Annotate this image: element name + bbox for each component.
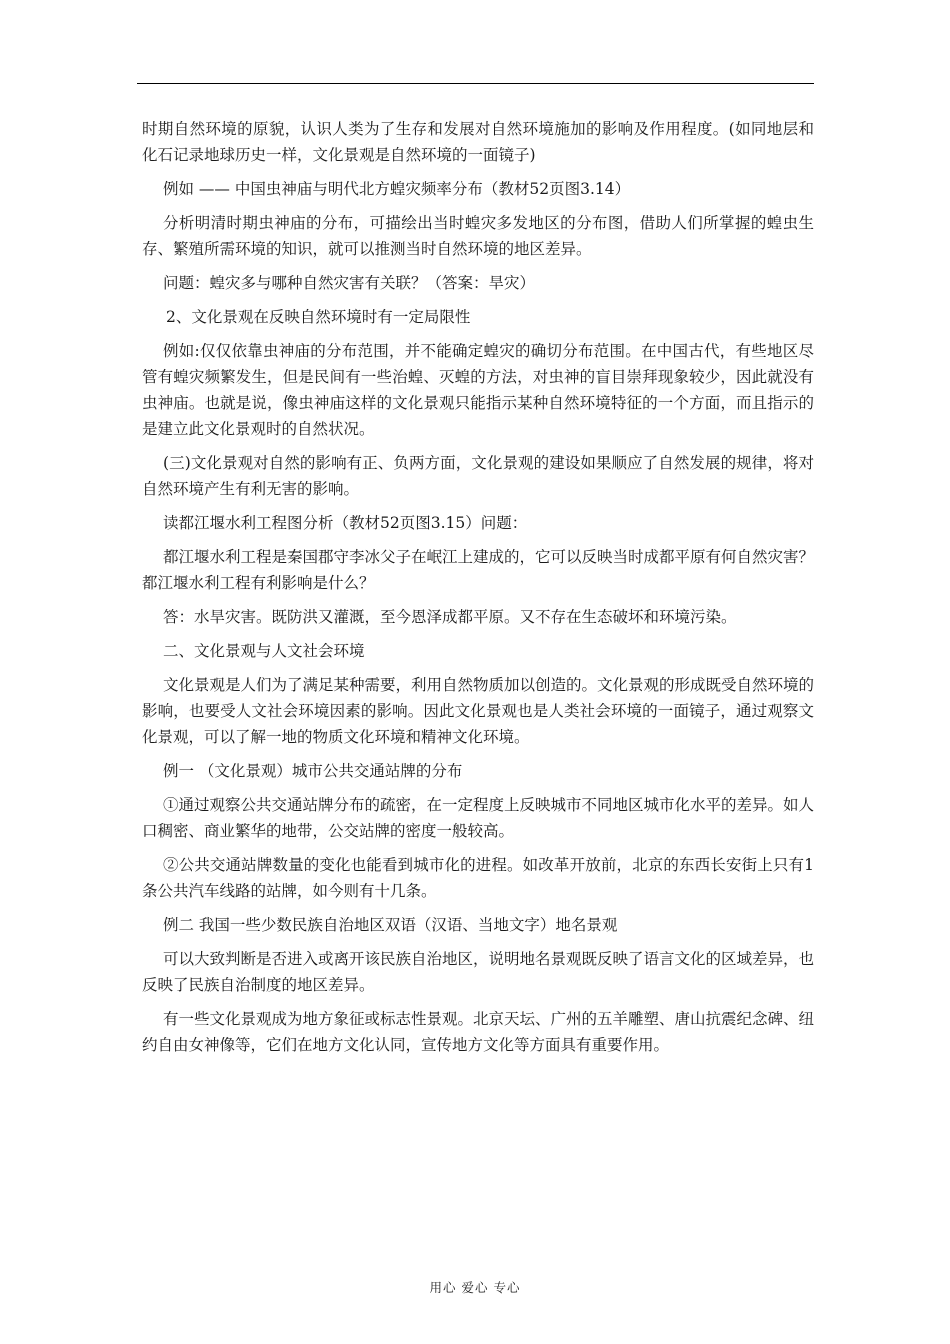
paragraph-example-bilingual-names: 例二 我国一些少数民族自治地区双语（汉语、当地文字）地名景观 <box>163 916 618 934</box>
paragraph-question-locust: 问题：蝗灾多与哪种自然灾害有关联？（答案：旱灾） <box>163 274 536 292</box>
paragraph-example-bus-stops: 例一 （文化景观）城市公共交通站牌的分布 <box>163 762 463 780</box>
header-rule <box>137 83 814 84</box>
paragraph-bus-stop-change: ②公共交通站牌数量的变化也能看到城市化的进程。如改革开放前，北京的东西长安街上只有1条公共汽车线路的站牌，如今则有十几条。 <box>142 856 814 900</box>
paragraph-bus-stop-density: ①通过观察公共交通站牌分布的疏密，在一定程度上反映城市不同地区城市化水平的差异。如人口稠密、商业繁华的地带，公交站牌的密度一般较高。 <box>142 796 815 840</box>
page-footer: 用心 爱心 专心 <box>429 1280 521 1295</box>
paragraph-positive-negative-impact: (三)文化景观对自然的影响有正、负两方面，文化景观的建设如果顺应了自然发展的规律，将对自然环境产生有利无害的影响。 <box>142 454 814 498</box>
paragraph-dujiangyan-answer: 答：水旱灾害。既防洪又灌溉，至今恩泽成都平原。又不存在生态破坏和环境污染。 <box>163 608 737 626</box>
paragraph-cultural-landscape-definition: 文化景观是人们为了满足某种需要，利用自然物质加以创造的。文化景观的形成既受自然环境的影响，也要受人文社会环境因素的影响。因此文化景观也是人类社会环境的一面镜子，通过观察文化景观，可以了解一地的物质文化环境和精神文化环境。 <box>142 676 815 746</box>
paragraph-example-insect-temple: 例如 —— 中国虫神庙与明代北方蝗灾频率分布（教材52页图3.14） <box>163 180 631 198</box>
paragraph-landmark-landscapes: 有一些文化景观成为地方象征或标志性景观。北京天坛、广州的五羊雕塑、唐山抗震纪念碑、纽约自由女神像等，它们在地方文化认同，宣传地方文化等方面具有重要作用。 <box>142 1010 815 1054</box>
paragraph-environment-mirror: 时期自然环境的原貌，认识人类为了生存和发展对自然环境施加的影响及作用程度。(如同地层和化石记录地球历史一样，文化景观是自然环境的一面镜子) <box>142 120 814 164</box>
paragraph-example-limitation: 例如:仅仅依靠虫神庙的分布范围，并不能确定蝗灾的确切分布范围。在中国古代，有些地区尽管有蝗灾频繁发生，但是民间有一些治蝗、灭蝗的方法，对虫神的盲目崇拜现象较少，因此就没有虫神庙。也就是说，像虫神庙这样的文化景观只能指示某种自然环境特征的一个方面，而且指示的是建立此文化景观时的自然状况。 <box>142 342 814 438</box>
section-heading-social-environment: 二、文化景观与人文社会环境 <box>163 642 365 660</box>
paragraph-place-name-landscape: 可以大致判断是否进入或离开该民族自治地区，说明地名景观既反映了语言文化的区域差异，也反映了民族自治制度的地区差异。 <box>142 950 815 994</box>
document-body <box>142 116 814 1066</box>
section-heading-limitation: 2、文化景观在反映自然环境时有一定局限性 <box>166 308 471 326</box>
paragraph-dujiangyan-question: 都江堰水利工程是秦国郡守李冰父子在岷江上建成的，它可以反映当时成都平原有何自然灾害？都江堰水利工程有利影响是什么？ <box>142 548 815 592</box>
paragraph-analysis-temple-distribution: 分析明清时期虫神庙的分布，可描绘出当时蝗灾多发地区的分布图，借助人们所掌握的蝗虫生存、繁殖所需环境的知识，就可以推测当时自然环境的地区差异。 <box>142 214 814 258</box>
paragraph-dujiangyan-prompt: 读都江堰水利工程图分析（教材52页图3.15）问题： <box>163 514 528 532</box>
